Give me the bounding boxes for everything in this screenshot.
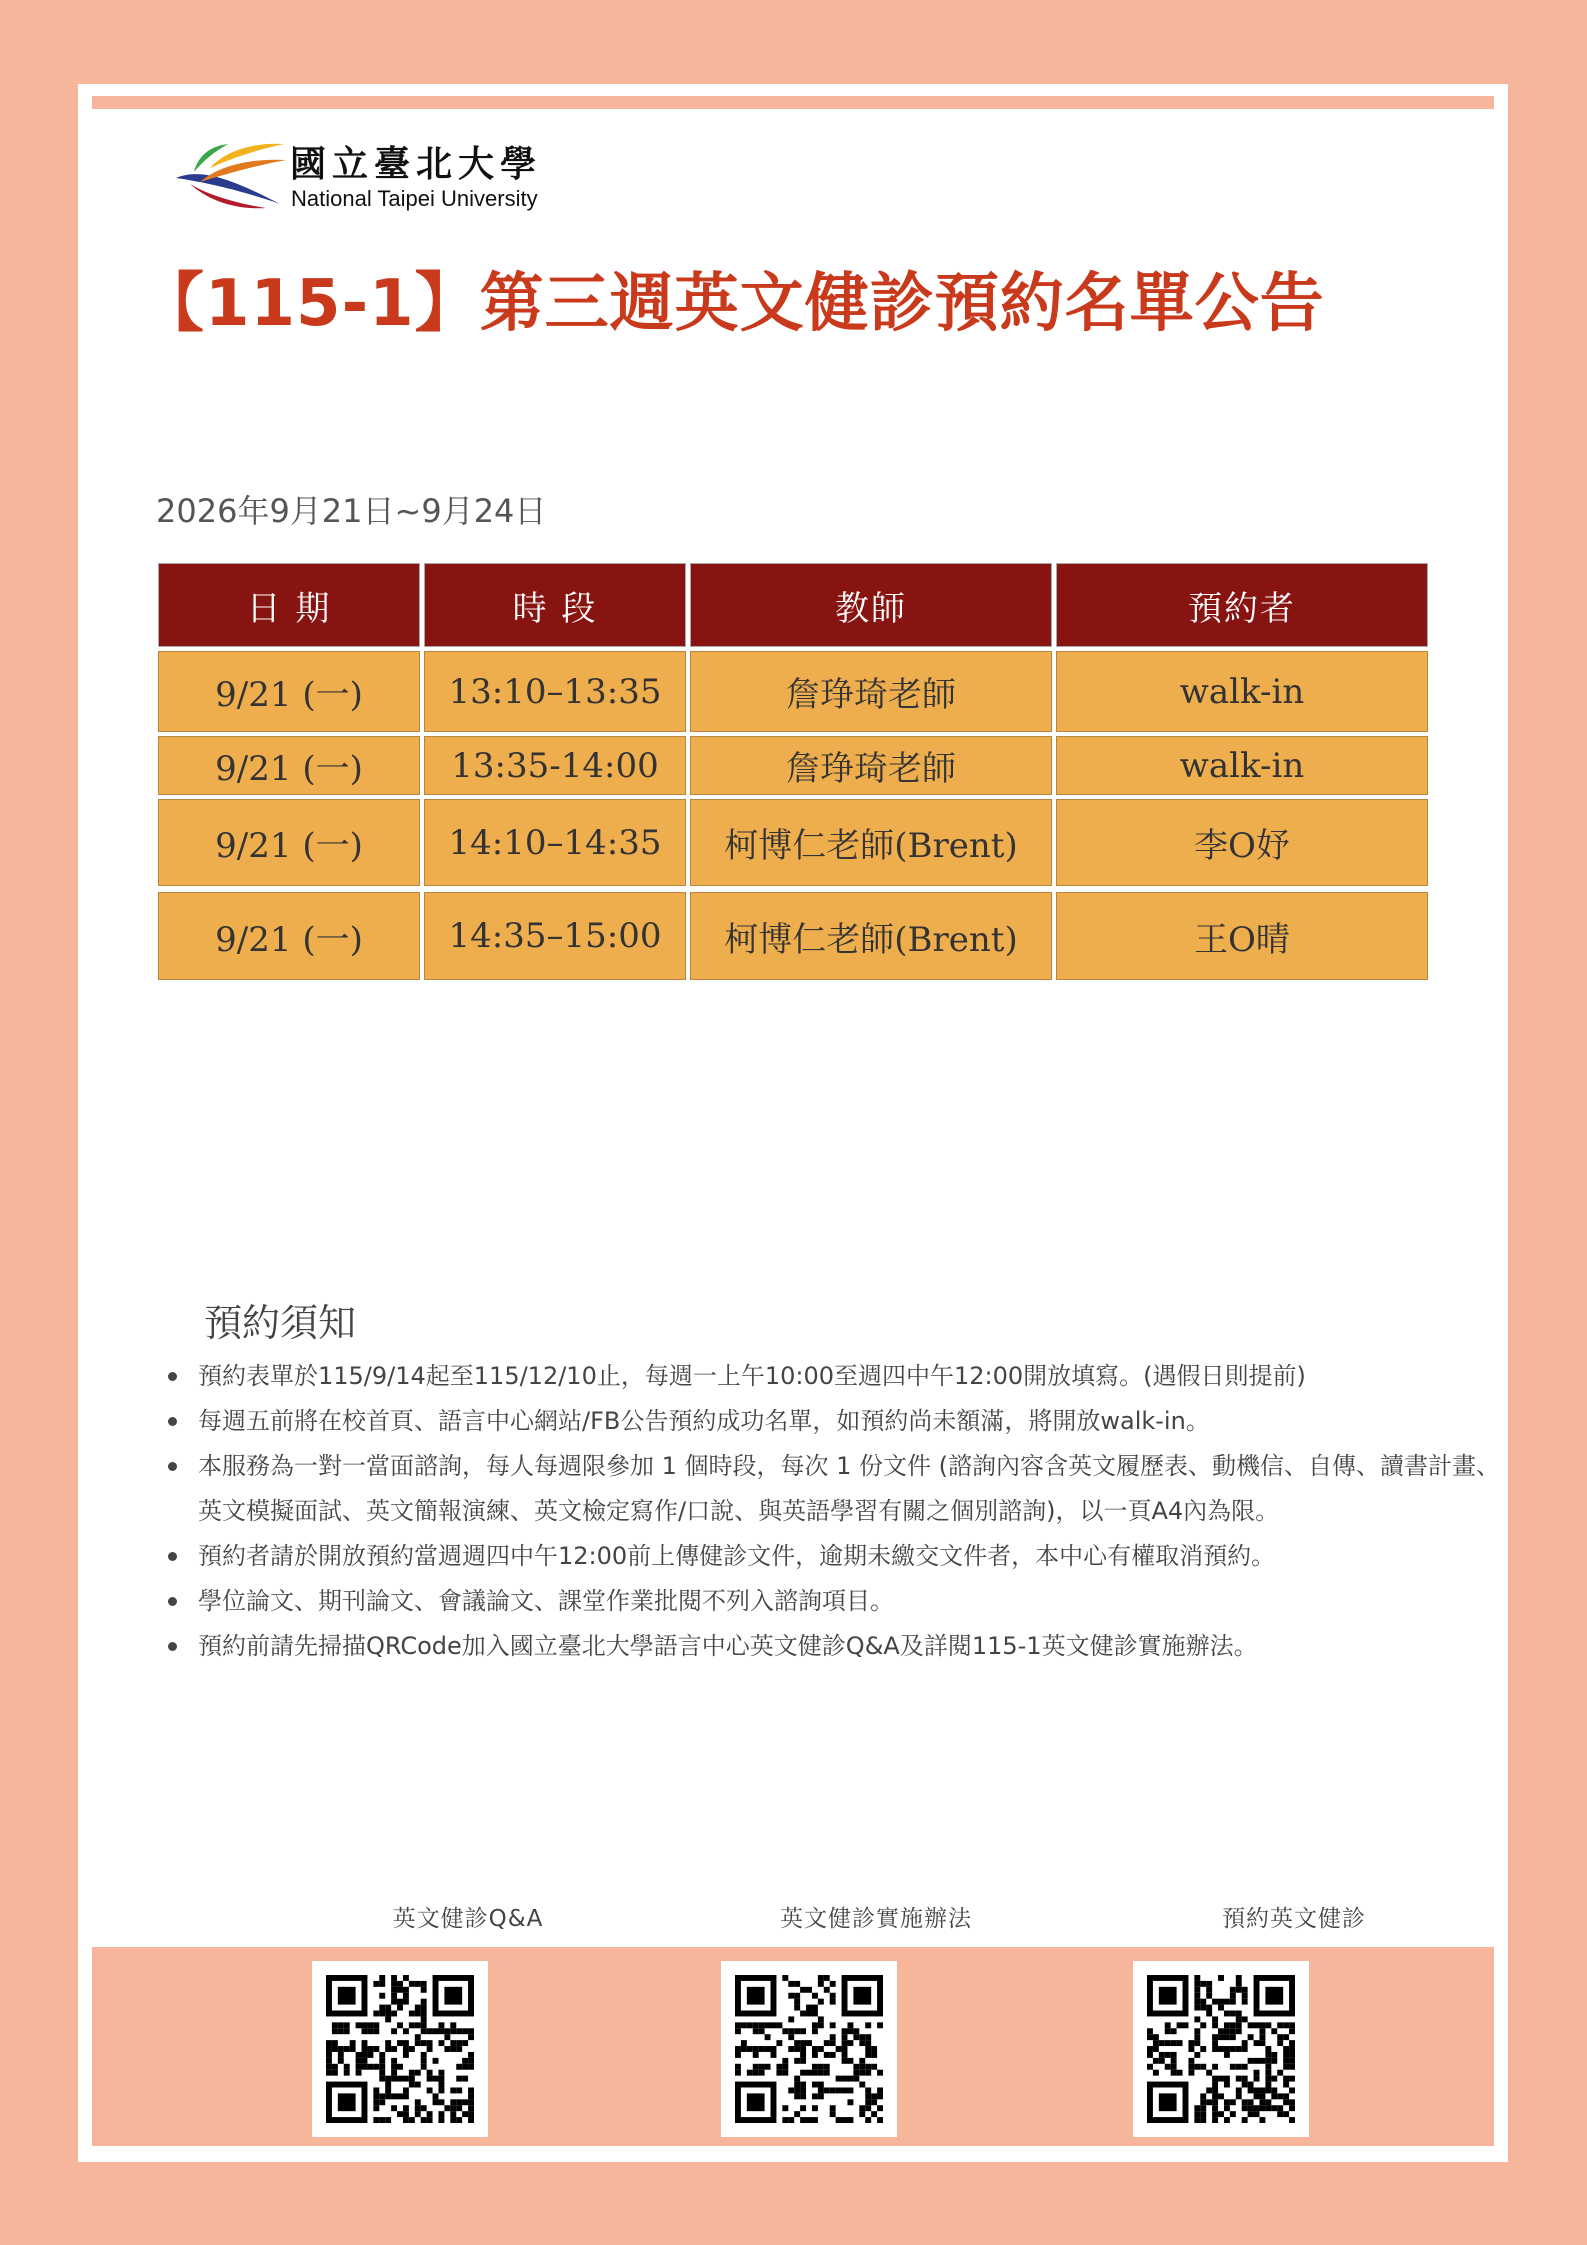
top-decorative-bar	[92, 96, 1494, 109]
header-time: 時 段	[424, 563, 686, 647]
university-emblem-icon	[170, 138, 288, 214]
notice-item: 預約表單於115/9/14起至115/12/10止，每週一上午10:00至週四中午12:00開放填寫。(遇假日則提前)	[160, 1354, 1520, 1399]
notice-item: 每週五前將在校首頁、語言中心網站/FB公告預約成功名單，如預約尚未額滿，將開放walk-in。	[160, 1399, 1520, 1444]
qr-code-icon	[1147, 1975, 1295, 2123]
row-3-teacher: 柯博仁老師(Brent)	[690, 799, 1052, 886]
university-logo	[170, 134, 600, 224]
row-4-teacher: 柯博仁老師(Brent)	[690, 892, 1052, 980]
row-4-booker: 王O晴	[1056, 892, 1428, 980]
notice-item: 本服務為一對一當面諮詢，每人每週限參加 1 個時段，每次 1 份文件 (諮詢內容含英文履歷表、動機信、自傳、讀書計畫、英文模擬面試、英文簡報演練、英文檢定寫作/口說、與英語學習有關之個別諮詢)，以一頁A4內為限。	[160, 1444, 1520, 1534]
university-chinese-name: 國立臺北大學	[290, 143, 543, 185]
row-1-date: 9/21 (一)	[158, 651, 420, 732]
row-2-time: 13:35-14:00	[424, 736, 686, 795]
qr-caption-booking: 預約英文健診	[1222, 1906, 1366, 1932]
qr-code-booking[interactable]	[1133, 1961, 1309, 2137]
date-range: 2026年9月21日~9月24日	[156, 492, 547, 530]
header-date: 日 期	[158, 563, 420, 647]
poster	[78, 84, 1508, 2162]
row-3-date: 9/21 (一)	[158, 799, 420, 886]
notice-item: 學位論文、期刊論文、會議論文、課堂作業批閱不列入諮詢項目。	[160, 1579, 1520, 1624]
university-english-name: National Taipei University	[291, 186, 538, 211]
row-4-date: 9/21 (一)	[158, 892, 420, 980]
row-1-teacher: 詹琤琦老師	[690, 651, 1052, 732]
qr-code-icon	[326, 1975, 474, 2123]
qr-caption-qa: 英文健診Q&A	[392, 1906, 544, 1932]
qr-code-icon	[735, 1975, 883, 2123]
row-4-time: 14:35–15:00	[424, 892, 686, 980]
row-3-booker: 李O妤	[1056, 799, 1428, 886]
row-2-teacher: 詹琤琦老師	[690, 736, 1052, 795]
notice-heading: 預約須知	[204, 1301, 357, 1345]
qr-caption-rules: 英文健診實施辦法	[780, 1906, 972, 1932]
notice-item: 預約前請先掃描QRCode加入國立臺北大學語言中心英文健診Q&A及詳閱115-1英文健診實施辦法。	[160, 1624, 1520, 1669]
row-2-date: 9/21 (一)	[158, 736, 420, 795]
page-title: 【115-1】第三週英文健診預約名單公告	[140, 267, 1325, 341]
qr-code-rules[interactable]	[721, 1961, 897, 2137]
row-3-time: 14:10–14:35	[424, 799, 686, 886]
header-booker: 預約者	[1056, 563, 1428, 647]
row-1-booker: walk-in	[1056, 651, 1428, 732]
row-2-booker: walk-in	[1056, 736, 1428, 795]
notice-item: 預約者請於開放預約當週週四中午12:00前上傳健診文件，逾期未繳交文件者，本中心有權取消預約。	[160, 1534, 1520, 1579]
qr-code-qa[interactable]	[312, 1961, 488, 2137]
row-1-time: 13:10–13:35	[424, 651, 686, 732]
header-teacher: 教師	[690, 563, 1052, 647]
notice-list	[160, 1354, 1520, 1669]
